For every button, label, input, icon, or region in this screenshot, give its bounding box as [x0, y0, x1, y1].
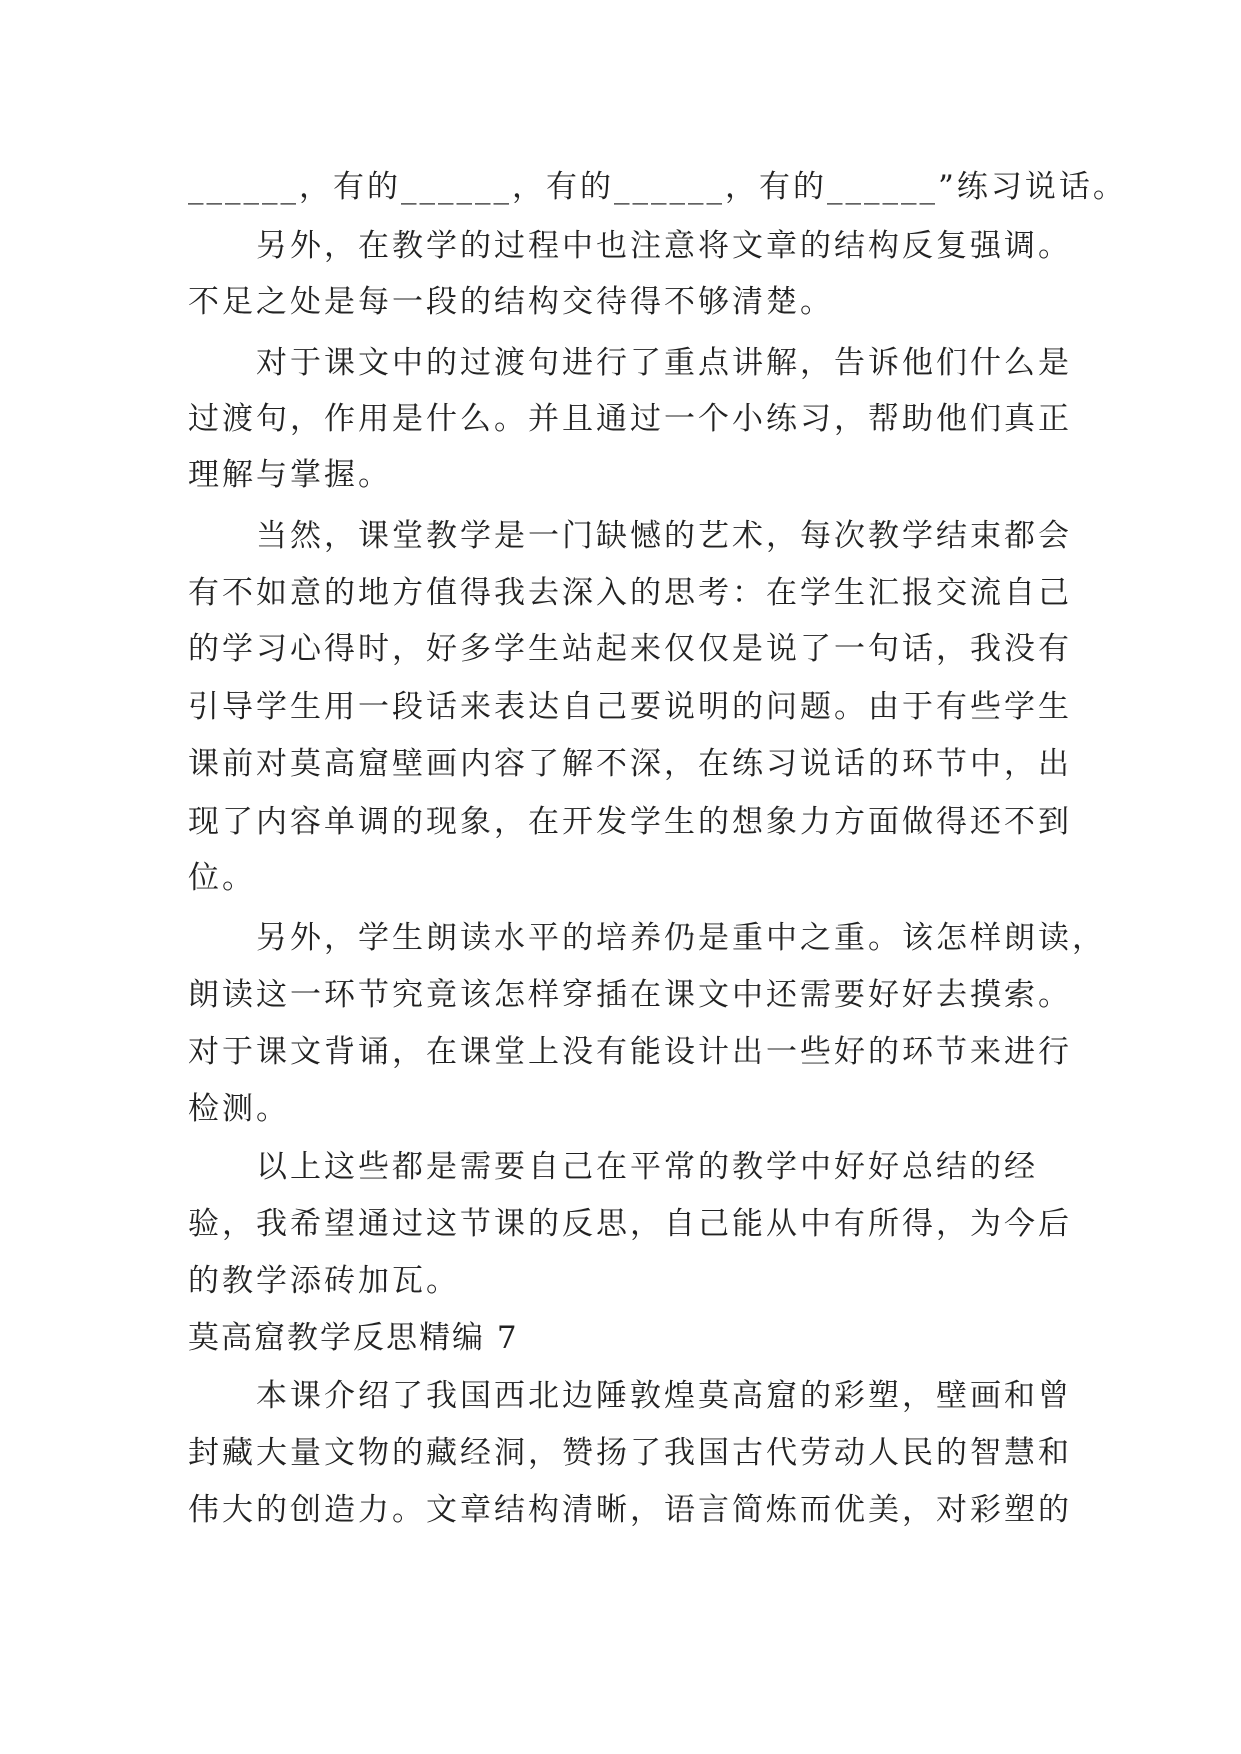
section-heading: 莫高窟教学反思精编 7 [188, 1320, 519, 1356]
text-line: ______，有的______，有的______，有的______”练习说话。 [188, 169, 1127, 205]
text-line: 验，我希望通过这节课的反思，自己能从中有所得，为今后 [188, 1206, 1072, 1242]
paragraph-start: 当然，课堂教学是一门缺憾的艺术，每次教学结束都会 [256, 518, 1072, 554]
text-line: 的教学添砖加瓦。 [188, 1263, 460, 1299]
text-line: 检测。 [188, 1091, 290, 1127]
text-line: 课前对莫高窟壁画内容了解不深，在练习说话的环节中，出 [188, 746, 1072, 782]
paragraph-start: 本课介绍了我国西北边陲敦煌莫高窟的彩塑，壁画和曾 [256, 1378, 1072, 1414]
text-line: 过渡句，作用是什么。并且通过一个小练习，帮助他们真正 [188, 401, 1072, 437]
text-line: 引导学生用一段话来表达自己要说明的问题。由于有些学生 [188, 689, 1072, 725]
text-line: 理解与掌握。 [188, 457, 392, 493]
text-line: 朗读这一环节究竟该怎样穿插在课文中还需要好好去摸索。 [188, 977, 1072, 1013]
paragraph-start: 另外，学生朗读水平的培养仍是重中之重。该怎样朗读， [256, 920, 1106, 956]
paragraph-start: 对于课文中的过渡句进行了重点讲解，告诉他们什么是 [256, 345, 1072, 381]
text-line: 对于课文背诵，在课堂上没有能设计出一些好的环节来进行 [188, 1034, 1072, 1070]
paragraph-start: 以上这些都是需要自己在平常的教学中好好总结的经 [256, 1149, 1038, 1185]
text-line: 伟大的创造力。文章结构清晰，语言简炼而优美，对彩塑的 [188, 1492, 1072, 1528]
text-line: 的学习心得时，好多学生站起来仅仅是说了一句话，我没有 [188, 631, 1072, 667]
text-line: 封藏大量文物的藏经洞，赞扬了我国古代劳动人民的智慧和 [188, 1435, 1072, 1471]
text-line: 不足之处是每一段的结构交待得不够清楚。 [188, 284, 834, 320]
text-line: 现了内容单调的现象，在开发学生的想象力方面做得还不到 [188, 804, 1072, 840]
paragraph-start: 另外，在教学的过程中也注意将文章的结构反复强调。 [256, 228, 1072, 264]
text-line: 有不如意的地方值得我去深入的思考：在学生汇报交流自己 [188, 575, 1072, 611]
text-line: 位。 [188, 860, 256, 896]
